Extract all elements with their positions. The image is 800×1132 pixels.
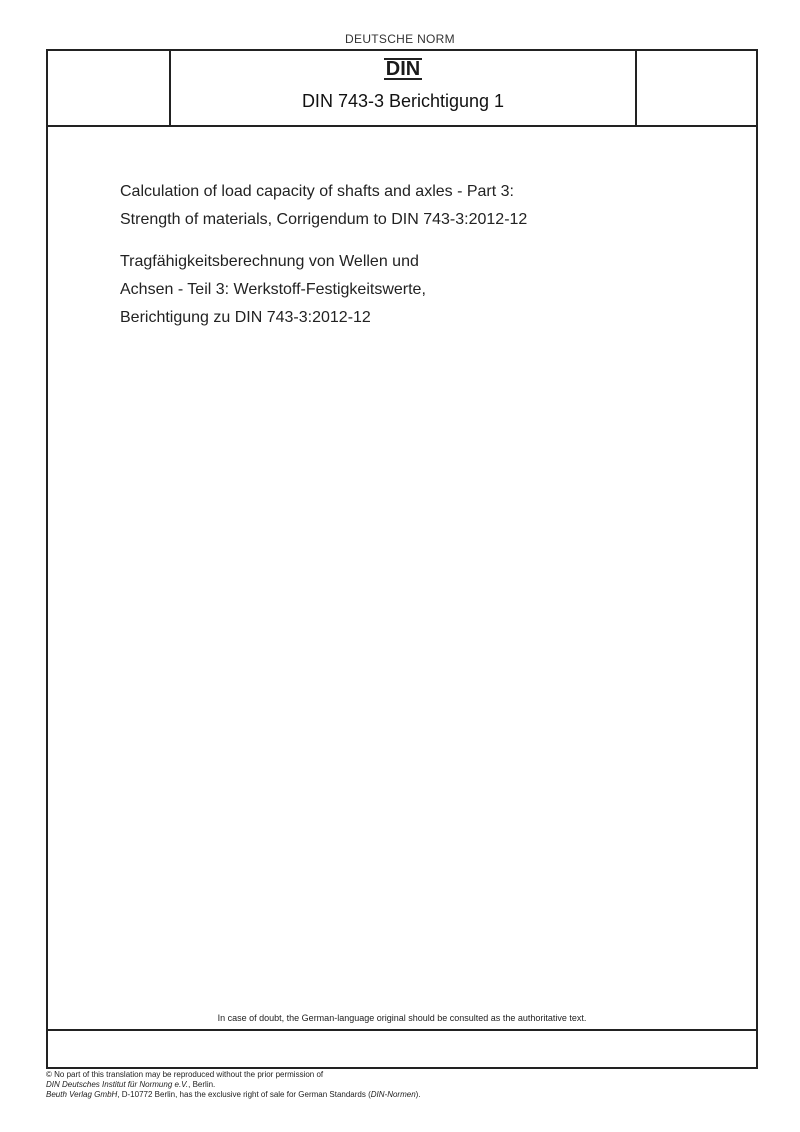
header-box — [48, 51, 756, 127]
din-normen-term: DIN-Normen — [370, 1090, 416, 1099]
series-label: DEUTSCHE NORM — [345, 32, 455, 46]
footer-band — [48, 1029, 756, 1069]
copyright-line-1: © No part of this translation may be reproduced without the prior permission of — [46, 1070, 324, 1079]
copyright-line-2-rest: , Berlin. — [188, 1080, 216, 1089]
header-right-cell — [635, 51, 758, 125]
copyright-line-3-end: ). — [415, 1090, 421, 1099]
copyright-line-3 — [46, 1090, 421, 1100]
disclaimer: In case of doubt, the German-language original should be consulted as the authoritative text. — [217, 1013, 587, 1023]
english-title-line: Calculation of load capacity of shafts and axles - Part 3: — [120, 183, 514, 200]
copyright-line-3-mid: , D-10772 Berlin, has the exclusive right of sale for German Standards ( — [117, 1090, 371, 1099]
header-left-cell — [48, 51, 171, 125]
din-logo — [171, 58, 635, 80]
title-block — [120, 178, 740, 346]
english-title-line: Strength of materials, Corrigendum to DIN 743-3:2012-12 — [120, 211, 528, 228]
header-center-cell — [171, 51, 635, 125]
german-title-line: Berichtigung zu DIN 743-3:2012-12 — [120, 309, 371, 326]
din-logo-text: DIN — [385, 58, 421, 80]
german-title-line: Achsen - Teil 3: Werkstoff-Festigkeitswerte, — [120, 281, 426, 298]
document-number: DIN 743-3 Berichtigung 1 — [301, 91, 505, 111]
english-title — [120, 178, 740, 234]
german-title — [120, 248, 740, 332]
din-institute-name: DIN Deutsches Institut für Normung e.V. — [46, 1080, 189, 1089]
german-title-line: Tragfähigkeitsberechnung von Wellen und — [120, 253, 419, 270]
copyright-notice — [46, 1070, 421, 1100]
copyright-line-2 — [46, 1080, 421, 1090]
page-frame — [46, 49, 758, 1069]
publisher-name: Beuth Verlag GmbH — [46, 1090, 118, 1099]
